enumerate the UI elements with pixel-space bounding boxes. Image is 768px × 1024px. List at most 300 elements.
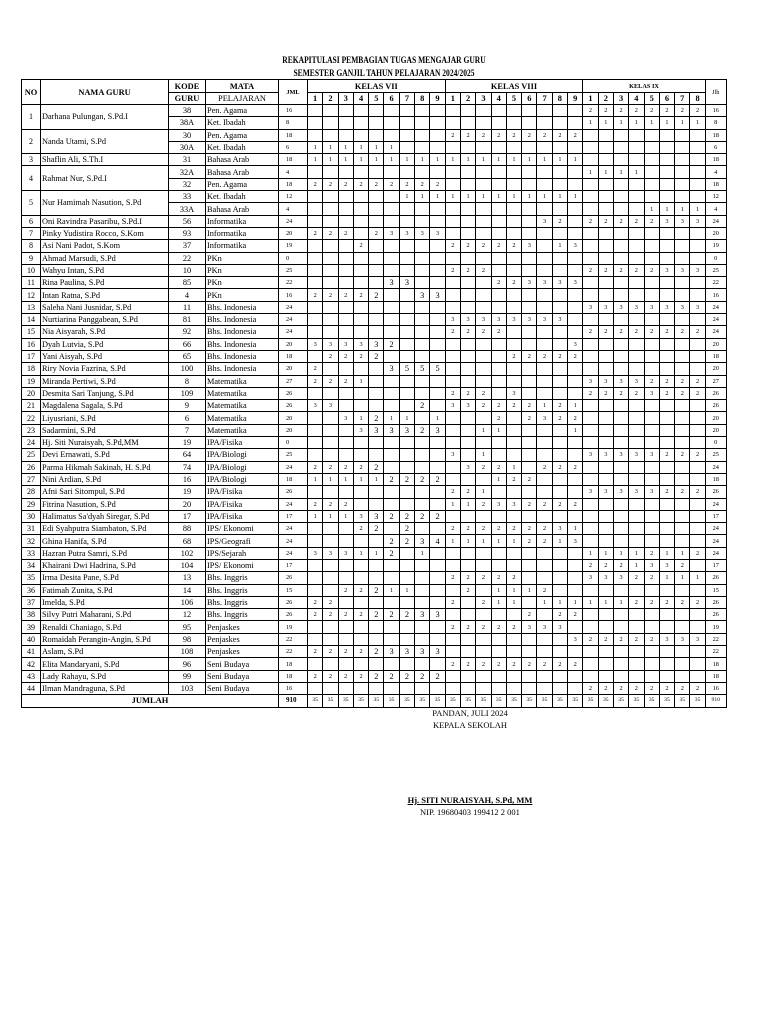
hours-cell (537, 473, 552, 485)
hours-cell: 3 (369, 338, 384, 350)
hours-cell (598, 535, 613, 547)
hours-cell (460, 252, 475, 264)
hours-cell (598, 400, 613, 412)
hours-cell (491, 449, 506, 461)
hours-cell (338, 449, 353, 461)
hours-cell (430, 461, 445, 473)
header-kelas-vii-col: 3 (338, 93, 353, 105)
hours-cell: 3 (323, 338, 338, 350)
hours-cell: 1 (506, 596, 521, 608)
hours-cell (323, 117, 338, 129)
hours-cell: 3 (415, 646, 430, 658)
hours-cell (613, 473, 628, 485)
hours-cell (430, 498, 445, 510)
hours-cell (568, 449, 583, 461)
hours-cell (353, 535, 368, 547)
hours-cell: 2 (384, 547, 399, 559)
hours-cell (675, 154, 690, 166)
hours-cell (476, 203, 491, 215)
teacher-code: 81 (169, 314, 206, 326)
hours-cell: 1 (552, 191, 567, 203)
hours-cell (522, 203, 537, 215)
teacher-name: Devi Ernawati, S.Pd (41, 449, 169, 461)
hours-cell: 3 (598, 301, 613, 313)
hours-cell (369, 572, 384, 584)
hours-cell (659, 314, 674, 326)
hours-cell: 2 (506, 621, 521, 633)
subject: IPS/Sejarah (206, 547, 279, 559)
hours-cell: 1 (369, 141, 384, 153)
subject: Pen. Agama (206, 129, 279, 141)
hours-cell: 2 (308, 609, 323, 621)
hours-cell (659, 289, 674, 301)
hours-cell (552, 547, 567, 559)
hours-cell (629, 252, 644, 264)
hours-cell (323, 326, 338, 338)
hours-cell (659, 658, 674, 670)
place-date: PANDAN, JULI 2024 (432, 708, 508, 718)
header-jlh: Jlh (705, 80, 726, 105)
hours-cell: 1 (308, 141, 323, 153)
subject: Bahasa Arab (206, 166, 279, 178)
hours-cell: 3 (415, 227, 430, 239)
total-hours: 26 (279, 572, 308, 584)
hours-cell (644, 129, 659, 141)
hours-cell: 2 (399, 609, 414, 621)
hours-cell (399, 375, 414, 387)
hours-cell (629, 609, 644, 621)
hours-cell (659, 670, 674, 682)
hours-cell: 3 (583, 572, 598, 584)
hours-cell: 1 (629, 559, 644, 571)
teacher-name: Wahyu Intan, S.Pd (41, 264, 169, 276)
hours-cell (598, 350, 613, 362)
hours-cell (353, 215, 368, 227)
table-row (22, 633, 727, 645)
hours-cell (506, 178, 521, 190)
hours-cell (353, 277, 368, 289)
hours-cell (308, 166, 323, 178)
hours-cell (522, 486, 537, 498)
total-hours: 0 (279, 437, 308, 449)
hours-cell (476, 633, 491, 645)
hours-cell (644, 473, 659, 485)
hours-cell (430, 314, 445, 326)
hours-cell: 3 (445, 400, 460, 412)
hours-cell: 1 (338, 473, 353, 485)
hours-cell: 3 (690, 215, 705, 227)
teacher-code: 19 (169, 437, 206, 449)
hours-cell (644, 289, 659, 301)
hours-cell (399, 301, 414, 313)
hours-cell (353, 191, 368, 203)
row-total: 24 (705, 314, 726, 326)
teacher-name: Imelda, S.Pd (41, 596, 169, 608)
hours-cell (583, 363, 598, 375)
hours-cell: 3 (323, 547, 338, 559)
hours-cell (629, 412, 644, 424)
teacher-name: Intan Ratna, S.Pd (41, 289, 169, 301)
row-no: 6 (22, 215, 41, 227)
hours-cell (522, 461, 537, 473)
hours-cell (445, 363, 460, 375)
hours-cell: 2 (506, 277, 521, 289)
hours-cell (613, 584, 628, 596)
hours-cell: 2 (308, 375, 323, 387)
hours-cell (369, 166, 384, 178)
total-hours: 8 (279, 117, 308, 129)
hours-cell (659, 227, 674, 239)
hours-cell (675, 510, 690, 522)
row-total: 0 (705, 252, 726, 264)
hours-cell (598, 338, 613, 350)
hours-cell (522, 559, 537, 571)
hours-cell: 2 (338, 646, 353, 658)
hours-cell (568, 141, 583, 153)
hours-cell (506, 105, 521, 117)
hours-cell (399, 621, 414, 633)
hours-cell (537, 559, 552, 571)
hours-cell (491, 178, 506, 190)
hours-cell (690, 609, 705, 621)
hours-cell: 1 (491, 191, 506, 203)
hours-cell: 1 (430, 412, 445, 424)
subject: Pen. Agama (206, 105, 279, 117)
hours-cell: 1 (353, 473, 368, 485)
hours-cell (445, 473, 460, 485)
hours-cell (491, 252, 506, 264)
teacher-code: 38 (169, 105, 206, 117)
hours-cell: 2 (568, 498, 583, 510)
hours-cell (476, 584, 491, 596)
hours-cell: 3 (568, 240, 583, 252)
hours-cell (613, 338, 628, 350)
hours-cell (568, 117, 583, 129)
hours-cell (369, 400, 384, 412)
hours-cell (399, 240, 414, 252)
hours-cell (598, 178, 613, 190)
row-no: 4 (22, 166, 41, 191)
hours-cell (338, 400, 353, 412)
hours-cell (399, 572, 414, 584)
hours-cell: 1 (659, 203, 674, 215)
header-kelas-viii-col: 6 (522, 93, 537, 105)
hours-cell (445, 646, 460, 658)
hours-cell (384, 498, 399, 510)
hours-cell (460, 277, 475, 289)
hours-cell (353, 314, 368, 326)
hours-cell: 2 (629, 326, 644, 338)
row-no: 34 (22, 559, 41, 571)
hours-cell (415, 350, 430, 362)
hours-cell (537, 486, 552, 498)
hours-cell (476, 350, 491, 362)
hours-cell (629, 437, 644, 449)
hours-cell (476, 609, 491, 621)
header-no: NO (22, 80, 41, 105)
hours-cell: 2 (445, 523, 460, 535)
principal-name: Hj. SITI NURAISYAH, S.Pd, MM (407, 795, 533, 805)
hours-cell (659, 609, 674, 621)
row-total: 24 (705, 326, 726, 338)
hours-cell (552, 203, 567, 215)
subject: Bhs. Indonesia (206, 326, 279, 338)
row-no: 36 (22, 584, 41, 596)
hours-cell: 2 (323, 646, 338, 658)
hours-cell (476, 277, 491, 289)
hours-cell (598, 609, 613, 621)
hours-cell (506, 117, 521, 129)
hours-cell: 2 (384, 609, 399, 621)
teacher-name: Khairani Dwi Hadrina, S.Pd (41, 559, 169, 571)
hours-cell (613, 621, 628, 633)
hours-cell: 3 (506, 387, 521, 399)
hours-cell: 3 (338, 338, 353, 350)
hours-cell: 2 (491, 129, 506, 141)
hours-cell (445, 301, 460, 313)
hours-cell: 2 (644, 596, 659, 608)
hours-cell (629, 498, 644, 510)
total-cell: 35 (506, 695, 521, 707)
hours-cell (399, 498, 414, 510)
hours-cell (323, 363, 338, 375)
hours-cell (598, 584, 613, 596)
hours-cell: 1 (659, 547, 674, 559)
hours-cell: 2 (460, 523, 475, 535)
hours-cell: 2 (369, 584, 384, 596)
hours-cell (690, 646, 705, 658)
hours-cell (369, 682, 384, 694)
hours-cell (384, 350, 399, 362)
table-row (22, 535, 727, 547)
subject: IPA/Biologi (206, 449, 279, 461)
hours-cell: 2 (384, 473, 399, 485)
hours-cell (675, 535, 690, 547)
hours-cell (583, 473, 598, 485)
hours-cell (598, 277, 613, 289)
hours-cell (338, 387, 353, 399)
hours-cell (476, 646, 491, 658)
hours-cell (613, 535, 628, 547)
hours-cell: 1 (613, 547, 628, 559)
hours-cell (445, 412, 460, 424)
hours-cell: 2 (675, 105, 690, 117)
hours-cell (323, 559, 338, 571)
hours-cell (415, 314, 430, 326)
hours-cell (369, 264, 384, 276)
hours-cell (598, 129, 613, 141)
hours-cell: 2 (613, 633, 628, 645)
hours-cell (690, 289, 705, 301)
header-kelas-vii-col: 5 (369, 93, 384, 105)
hours-cell (568, 486, 583, 498)
hours-cell (644, 227, 659, 239)
hours-cell (522, 227, 537, 239)
hours-cell: 2 (537, 350, 552, 362)
hours-cell: 2 (323, 227, 338, 239)
hours-cell: 2 (476, 129, 491, 141)
hours-cell: 2 (675, 596, 690, 608)
table-row (22, 523, 727, 535)
hours-cell (644, 437, 659, 449)
hours-cell: 2 (583, 326, 598, 338)
hours-cell: 2 (323, 596, 338, 608)
hours-cell: 3 (384, 646, 399, 658)
hours-cell (644, 646, 659, 658)
table-row (22, 375, 727, 387)
hours-cell: 3 (690, 633, 705, 645)
hours-cell: 2 (644, 547, 659, 559)
teacher-code: 74 (169, 461, 206, 473)
hours-cell (308, 387, 323, 399)
document-title (0, 55, 768, 81)
hours-cell (353, 129, 368, 141)
hours-cell (690, 141, 705, 153)
hours-cell (476, 215, 491, 227)
hours-cell: 2 (353, 609, 368, 621)
total-cell: 35 (415, 695, 430, 707)
teacher-code: 14 (169, 584, 206, 596)
hours-cell (308, 633, 323, 645)
table-row (22, 584, 727, 596)
hours-cell (522, 338, 537, 350)
header-kelas-ix-col: 8 (690, 93, 705, 105)
hours-cell: 2 (491, 240, 506, 252)
hours-cell: 3 (659, 633, 674, 645)
hours-cell: 1 (644, 203, 659, 215)
hours-cell (491, 289, 506, 301)
hours-cell (522, 375, 537, 387)
hours-cell (338, 363, 353, 375)
hours-cell: 2 (476, 523, 491, 535)
hours-cell (415, 215, 430, 227)
hours-cell (675, 437, 690, 449)
total-hours: 24 (279, 215, 308, 227)
hours-cell: 1 (568, 523, 583, 535)
table-row (22, 240, 727, 252)
hours-cell (369, 498, 384, 510)
total-hours: 20 (279, 424, 308, 436)
hours-cell (460, 141, 475, 153)
hours-cell (460, 510, 475, 522)
hours-cell (644, 498, 659, 510)
hours-cell: 2 (338, 498, 353, 510)
hours-cell (583, 277, 598, 289)
hours-cell: 1 (522, 154, 537, 166)
teacher-name: Oni Ravindra Pasaribu, S.Pd.I (41, 215, 169, 227)
total-hours: 24 (279, 523, 308, 535)
hours-cell (353, 437, 368, 449)
hours-cell: 2 (476, 461, 491, 473)
table-row (22, 572, 727, 584)
total-jml: 910 (279, 695, 308, 707)
hours-cell: 2 (415, 424, 430, 436)
hours-cell (613, 314, 628, 326)
hours-cell (491, 301, 506, 313)
hours-cell (308, 240, 323, 252)
hours-cell (522, 387, 537, 399)
hours-cell (460, 596, 475, 608)
hours-cell (552, 424, 567, 436)
hours-cell: 1 (629, 166, 644, 178)
header-kelas-ix-col: 1 (583, 93, 598, 105)
hours-cell (552, 473, 567, 485)
hours-cell (629, 510, 644, 522)
table-row (22, 105, 727, 117)
hours-cell: 1 (384, 154, 399, 166)
hours-cell (430, 301, 445, 313)
hours-cell: 1 (506, 535, 521, 547)
teacher-code: 109 (169, 387, 206, 399)
hours-cell: 3 (644, 301, 659, 313)
hours-cell (445, 510, 460, 522)
hours-cell (613, 363, 628, 375)
hours-cell: 2 (445, 264, 460, 276)
hours-cell: 2 (338, 350, 353, 362)
hours-cell (308, 252, 323, 264)
row-no: 28 (22, 486, 41, 498)
subject: IPA/Fisika (206, 437, 279, 449)
hours-cell (491, 437, 506, 449)
hours-cell (353, 326, 368, 338)
hours-cell: 2 (323, 461, 338, 473)
hours-cell (323, 301, 338, 313)
teacher-name: Nurtiarina Panggabean, S.Pd (41, 314, 169, 326)
hours-cell: 3 (353, 510, 368, 522)
hours-cell: 2 (323, 609, 338, 621)
row-total: 18 (705, 350, 726, 362)
subject: IPS/ Ekonomi (206, 559, 279, 571)
subject: Bhs. Indonesia (206, 338, 279, 350)
hours-cell (430, 129, 445, 141)
subject: Informatika (206, 215, 279, 227)
hours-cell: 2 (629, 596, 644, 608)
teacher-code: 56 (169, 215, 206, 227)
total-cell: 35 (491, 695, 506, 707)
hours-cell: 2 (598, 264, 613, 276)
hours-cell (644, 252, 659, 264)
hours-cell: 2 (613, 387, 628, 399)
subject: Bhs. Indonesia (206, 363, 279, 375)
hours-cell (690, 523, 705, 535)
hours-cell: 2 (308, 363, 323, 375)
table-body (22, 105, 727, 708)
total-hours: 27 (279, 375, 308, 387)
hours-cell (522, 301, 537, 313)
hours-cell: 2 (659, 682, 674, 694)
table-row (22, 658, 727, 670)
hours-cell: 2 (415, 400, 430, 412)
teacher-code: 38A (169, 117, 206, 129)
hours-cell (522, 646, 537, 658)
hours-cell: 2 (522, 609, 537, 621)
table-row (22, 670, 727, 682)
row-total: 16 (705, 682, 726, 694)
hours-cell: 1 (445, 535, 460, 547)
hours-cell (690, 658, 705, 670)
hours-cell: 2 (506, 129, 521, 141)
hours-cell (308, 191, 323, 203)
hours-cell (568, 363, 583, 375)
hours-cell: 2 (353, 523, 368, 535)
hours-cell (323, 535, 338, 547)
hours-cell (399, 658, 414, 670)
hours-cell: 1 (338, 510, 353, 522)
hours-cell: 1 (675, 547, 690, 559)
hours-cell (460, 682, 475, 694)
hours-cell: 2 (476, 572, 491, 584)
hours-cell (537, 449, 552, 461)
